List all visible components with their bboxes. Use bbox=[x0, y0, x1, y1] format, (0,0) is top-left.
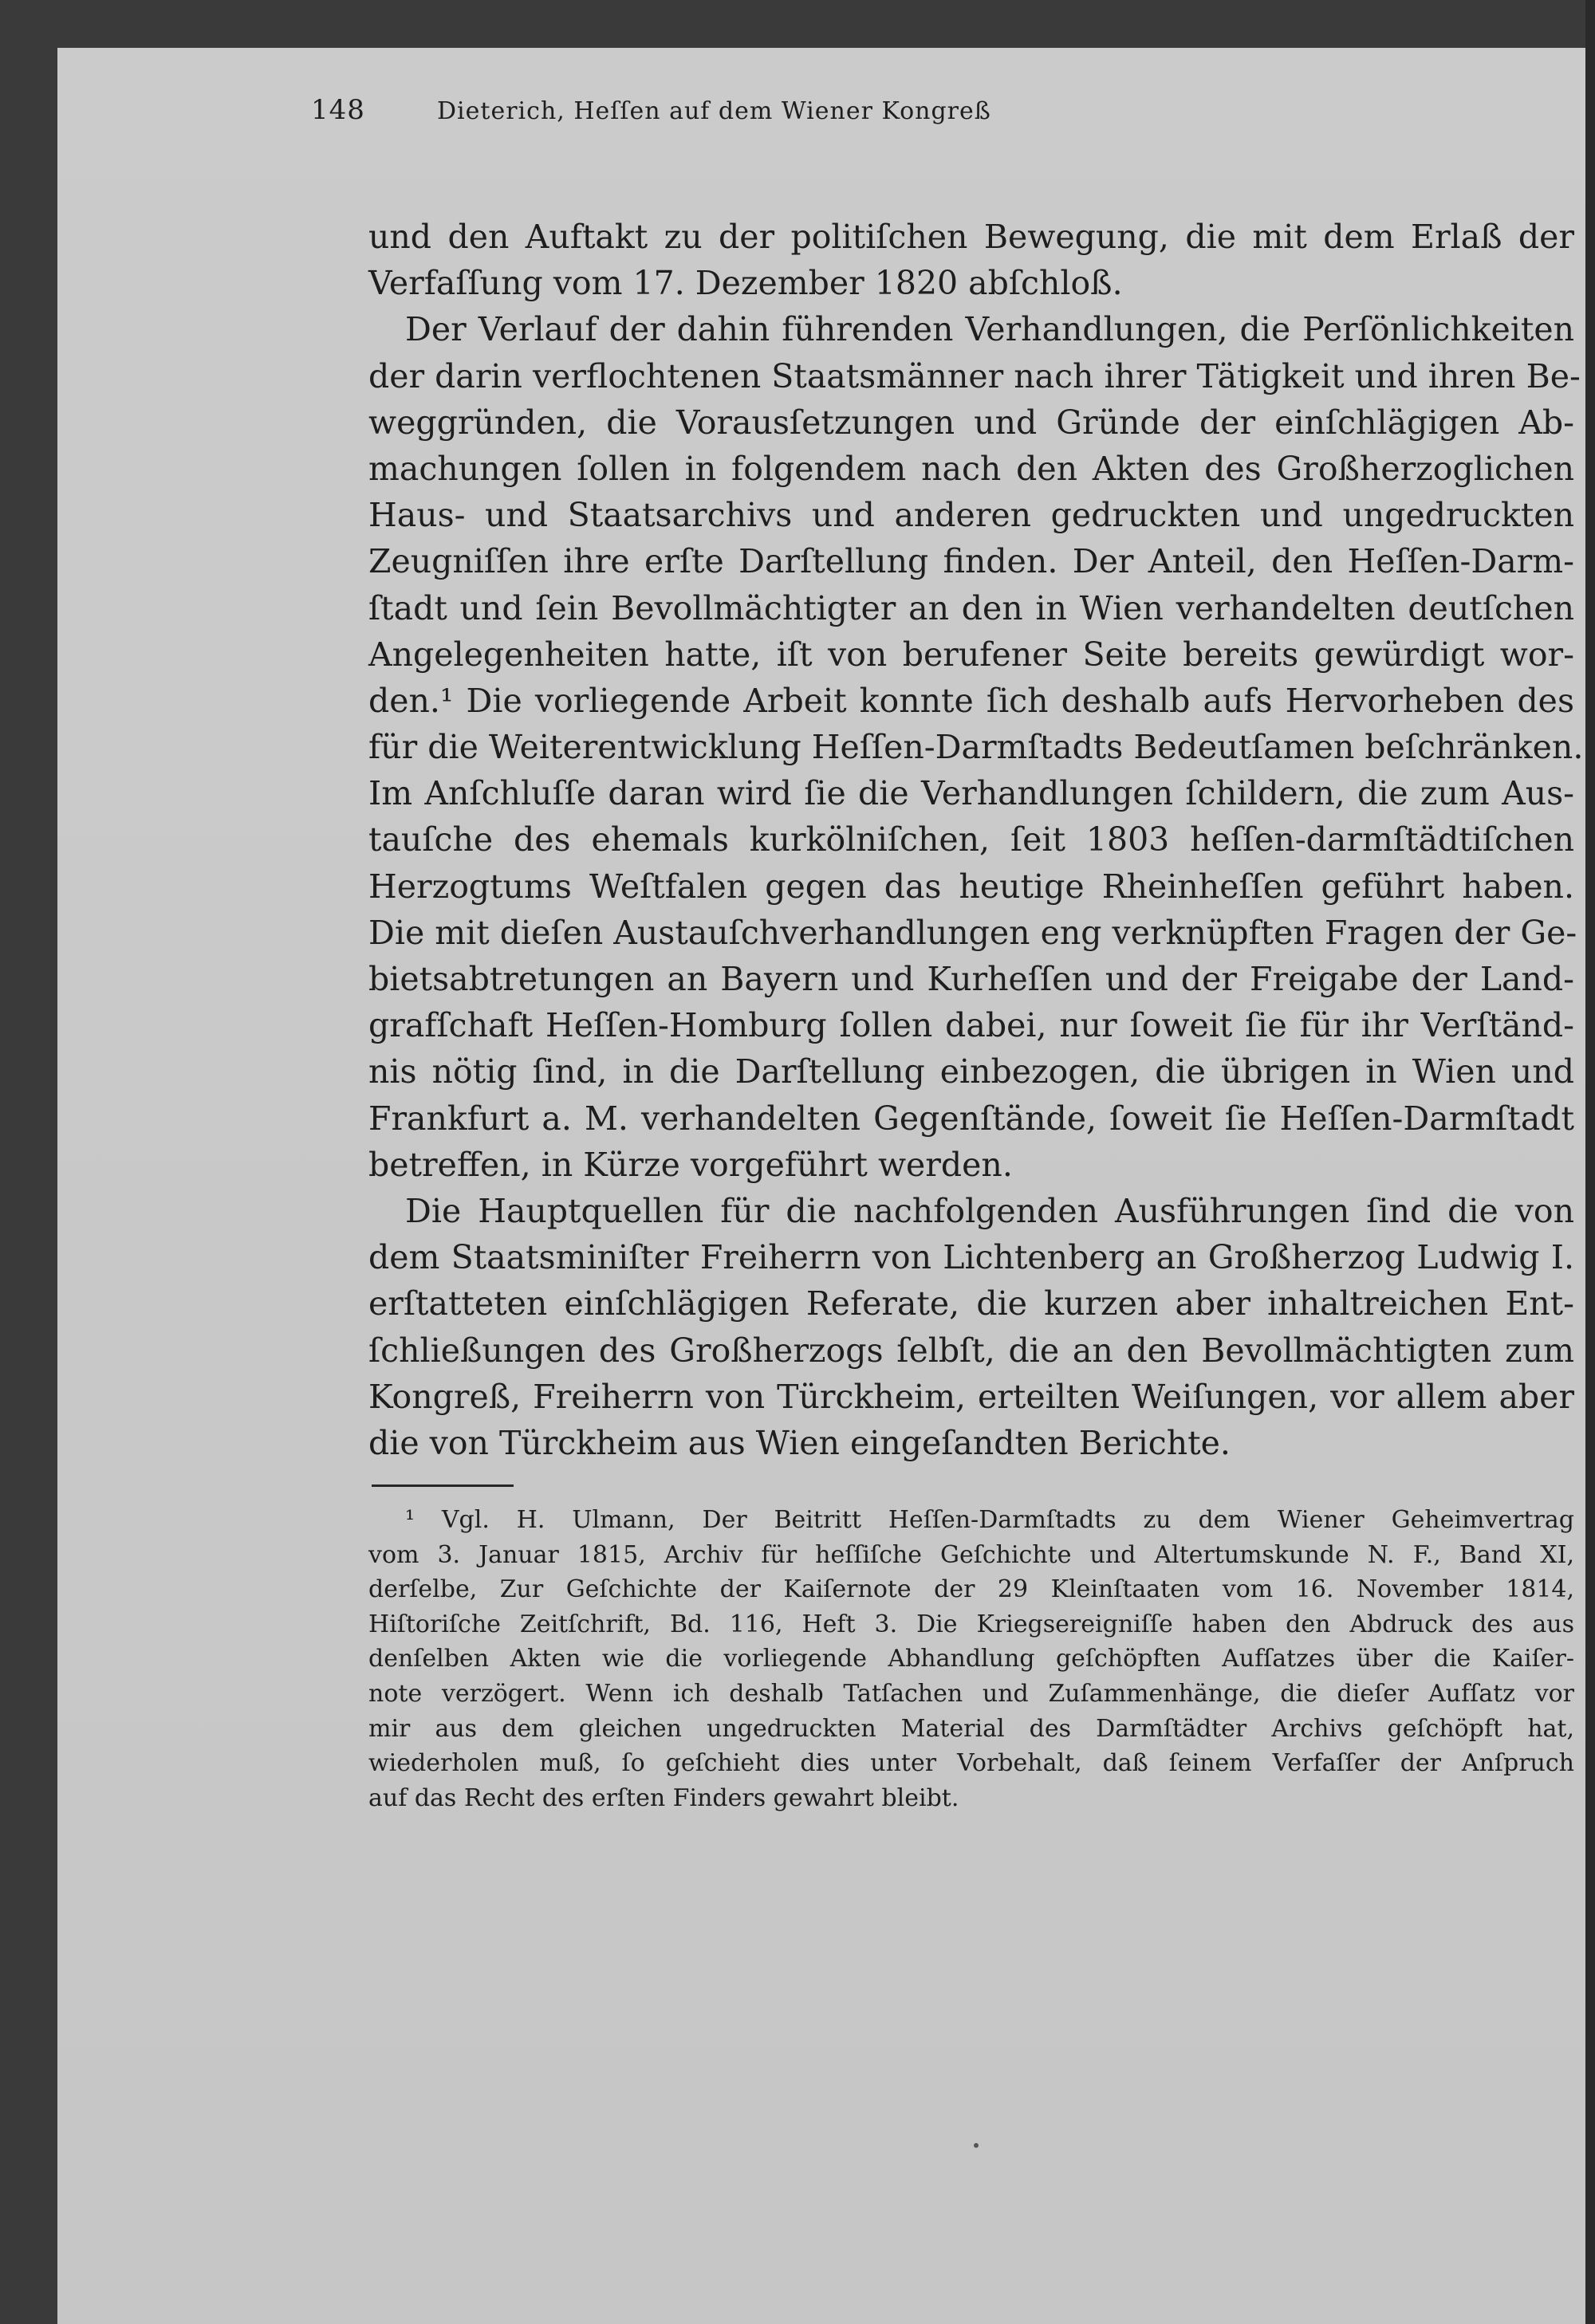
body-line: Herzogtums Weſtfalen gegen das heutige Rheinheſſen geführt haben. bbox=[368, 867, 1574, 906]
body-line: dem Staatsminiſter Freiherrn von Lichtenberg an Großherzog Ludwig I. bbox=[368, 1238, 1574, 1277]
body-line: Die mit dieſen Austauſchverhandlungen eng verknüpften Fragen der Ge- bbox=[368, 913, 1577, 952]
footnote-line: derſelbe, Zur Geſchichte der Kaiſernote der 29 Kleinſtaaten vom 16. November 1814, bbox=[368, 1575, 1574, 1604]
body-line: Angelegenheiten hatte, iſt von berufener Seite bereits gewürdigt wor- bbox=[368, 635, 1574, 674]
body-line: Haus- und Staatsarchivs und anderen gedruckten und ungedruckten bbox=[368, 496, 1574, 535]
body-line: und den Auftakt zu der politiſchen Bewegung, die mit dem Erlaß der bbox=[368, 218, 1574, 256]
body-line: grafſchaft Heſſen-Homburg ſollen dabei, nur ſoweit ſie für ihr Verſtänd- bbox=[368, 1006, 1574, 1045]
footnote-line: ¹ Vgl. H. Ulmann, Der Beitritt Heſſen-Darmſtadts zu dem Wiener Geheimvertrag bbox=[405, 1506, 1574, 1534]
body-line: machungen ſollen in folgendem nach den Akten des Großherzoglichen bbox=[368, 449, 1574, 488]
footnote-separator bbox=[372, 1484, 514, 1487]
paper-speck bbox=[974, 2143, 979, 2148]
body-line: ſchließungen des Großherzogs ſelbſt, die an den Bevollmächtigten zum bbox=[368, 1331, 1574, 1370]
body-line: für die Weiterentwicklung Heſſen-Darmſtadts Bedeutſamen beſchränken. bbox=[368, 728, 1584, 767]
scan-edge-shadow bbox=[1585, 0, 1595, 2324]
body-line: nis nötig ſind, in die Darſtellung einbezogen, die übrigen in Wien und bbox=[368, 1052, 1574, 1091]
body-line: weggründen, die Vorausſetzungen und Gründe der einſchlägigen Ab- bbox=[368, 403, 1574, 442]
footnotes bbox=[368, 1503, 1574, 1815]
body-line: Die Hauptquellen für die nachfolgenden Ausführungen ſind die von bbox=[405, 1191, 1574, 1230]
page-number: 148 bbox=[311, 94, 365, 126]
footnote-line: wiederholen muß, ſo geſchieht dies unter Vorbehalt, daß ſeinem Verfaſſer der Anſpruch bbox=[368, 1749, 1574, 1778]
footnote-line: vom 3. Januar 1815, Archiv für heſſiſche Geſchichte und Altertumskunde N. F., Band XI, bbox=[368, 1540, 1574, 1569]
running-title: Dieterich, Heſſen auf dem Wiener Kongreß bbox=[437, 97, 991, 125]
body-line: Der Verlauf der dahin führenden Verhandlungen, die Perſönlichkeiten bbox=[405, 310, 1574, 349]
body-line: Frankfurt a. M. verhandelten Gegenſtände, ſoweit ſie Heſſen-Darmſtadt bbox=[368, 1099, 1574, 1138]
body-line: den.¹ Die vorliegende Arbeit konnte ſich deshalb aufs Hervorheben des bbox=[368, 681, 1574, 720]
body-line: der darin verflochtenen Staatsmänner nach ihrer Tätigkeit und ihren Be- bbox=[368, 356, 1581, 395]
body-line: Zeugniſſen ihre erſte Darſtellung finden. Der Anteil, den Heſſen-Darm- bbox=[368, 542, 1574, 581]
body-line: bietsabtretungen an Bayern und Kurheſſen und der Freigabe der Land- bbox=[368, 960, 1574, 998]
footnote-line: auf das Recht des erſten Finders gewahrt bleibt. bbox=[368, 1783, 959, 1812]
body-line: erſtatteten einſchlägigen Referate, die kurzen aber inhaltreichen Ent- bbox=[368, 1284, 1574, 1323]
body-line: betreffen, in Kürze vorgeführt werden. bbox=[368, 1145, 1013, 1184]
footnote-line: note verzögert. Wenn ich deshalb Tatſachen und Zuſammenhänge, die dieſer Aufſatz vor bbox=[368, 1679, 1574, 1708]
footnote-line: Hiſtoriſche Zeitſchrift, Bd. 116, Heft 3. Die Kriegsereigniſſe haben den Abdruck des aus bbox=[368, 1610, 1574, 1638]
body-line: Kongreß, Freiherrn von Türckheim, erteilten Weiſungen, vor allem aber bbox=[368, 1377, 1574, 1416]
body-line: tauſche des ehemals kurkölniſchen, ſeit 1803 heſſen-darmſtädtiſchen bbox=[368, 820, 1574, 859]
body-line: ſtadt und ſein Bevollmächtigter an den in Wien verhandelten deutſchen bbox=[368, 588, 1574, 627]
body-line: die von Türckheim aus Wien eingeſandten Berichte. bbox=[368, 1423, 1231, 1462]
body-line: Verfaſſung vom 17. Dezember 1820 abſchloß. bbox=[368, 264, 1123, 303]
page-header bbox=[311, 94, 1587, 142]
footnote-line: denſelben Akten wie die vorliegende Abhandlung geſchöpften Aufſatzes über die Kaiſer- bbox=[368, 1645, 1574, 1673]
body-line: Im Anſchluſſe daran wird ſie die Verhandlungen ſchildern, die zum Aus- bbox=[368, 774, 1574, 813]
body-text bbox=[368, 214, 1584, 1466]
footnote-line: mir aus dem gleichen ungedruckten Material des Darmſtädter Archivs geſchöpft hat, bbox=[368, 1714, 1574, 1743]
